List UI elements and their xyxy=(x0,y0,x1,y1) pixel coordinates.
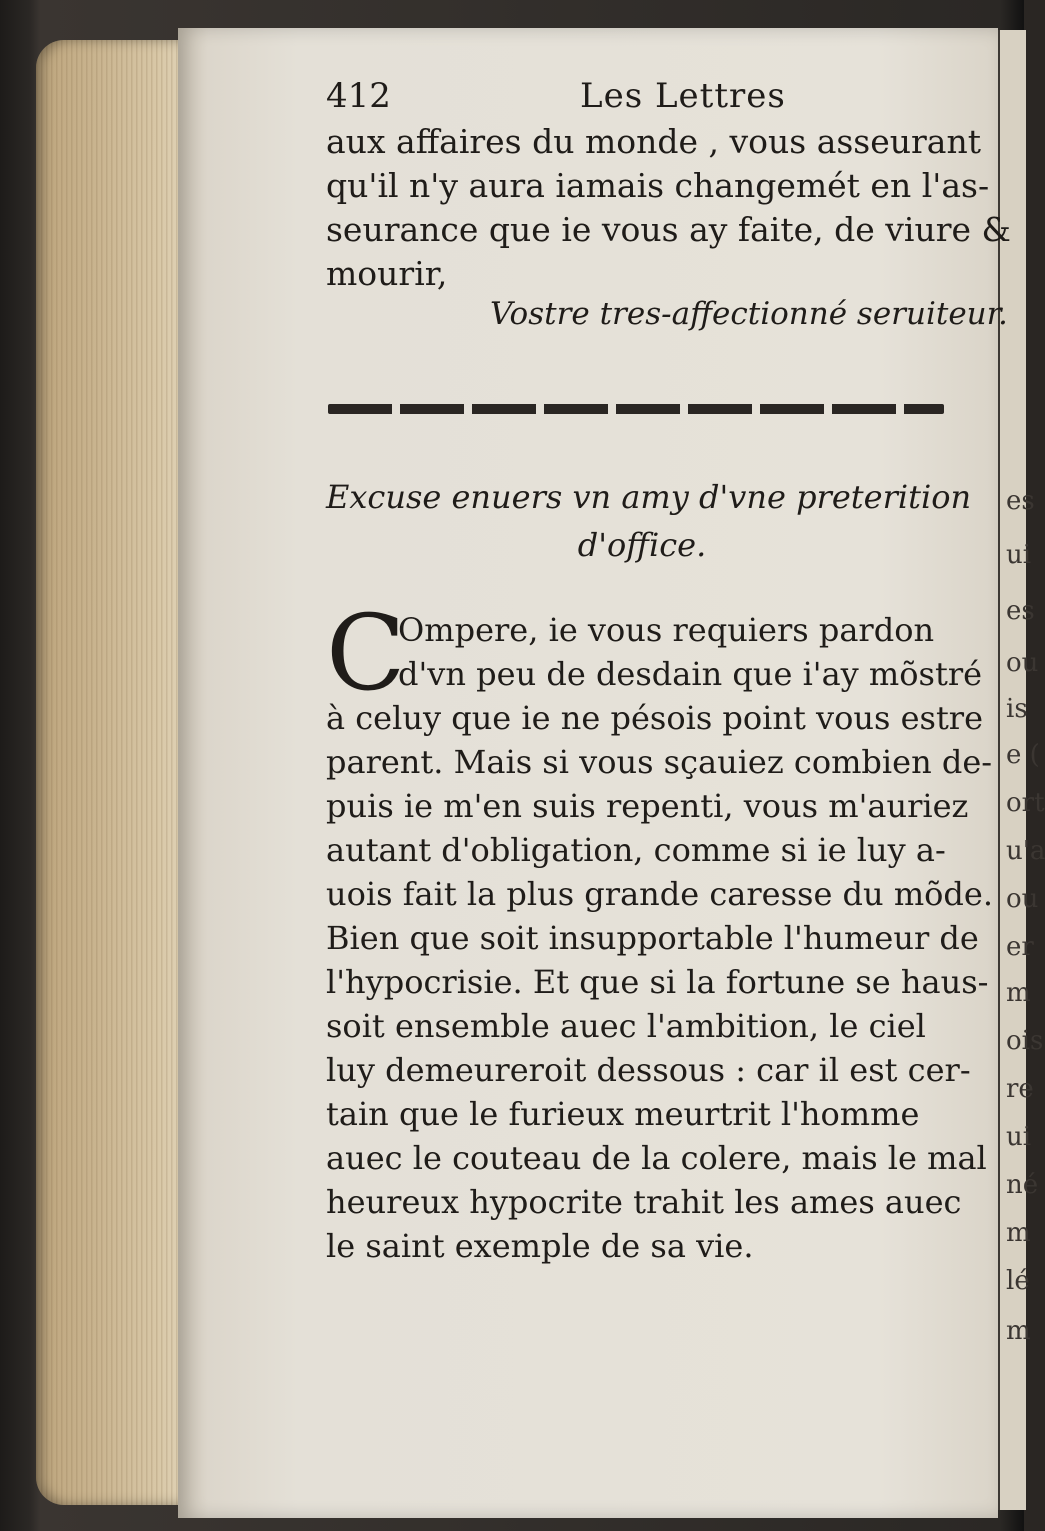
body-line: à celuy que ie ne pésois point vous estre xyxy=(326,699,984,737)
facing-fragment: ou xyxy=(1006,648,1039,678)
body-line: soit ensemble auec l'ambition, le ciel xyxy=(326,1007,926,1045)
book-fore-edge xyxy=(36,40,186,1505)
previous-letter-line: qu'il n'y aura iamais changemét en l'as- xyxy=(326,166,990,205)
facing-fragment: e ( xyxy=(1006,740,1040,770)
ornamental-rule xyxy=(328,404,944,414)
facing-fragment: ui xyxy=(1006,1122,1032,1152)
facing-fragment: re xyxy=(1006,1074,1034,1104)
body-line: uois fait la plus grande caresse du mõde. xyxy=(326,875,994,913)
letter-signature: Vostre tres-affectionné seruiteur. xyxy=(490,296,1008,332)
body-line: d'vn peu de desdain que i'ay mõstré xyxy=(398,655,983,693)
drop-cap: C xyxy=(326,592,406,714)
body-line: heureux hypocrite trahit les ames auec xyxy=(326,1183,962,1221)
previous-letter-line: seurance que ie vous ay faite, de viure & xyxy=(326,210,1011,249)
facing-fragment: ort xyxy=(1006,788,1045,818)
running-title: Les Lettres xyxy=(580,76,786,116)
facing-fragment: m xyxy=(1006,1316,1031,1346)
body-line: autant d'obligation, comme si ie luy a- xyxy=(326,831,946,869)
body-line: auec le couteau de la colere, mais le mal xyxy=(326,1139,987,1177)
facing-fragment: u'a xyxy=(1006,836,1045,866)
facing-fragment: m xyxy=(1006,1218,1031,1248)
previous-letter-line: aux affaires du monde , vous asseurant xyxy=(326,122,981,161)
body-line: l'hypocrisie. Et que si la fortune se haus- xyxy=(326,963,989,1001)
facing-fragment: lé xyxy=(1006,1266,1030,1296)
facing-fragment: né xyxy=(1006,1170,1039,1200)
body-line: le saint exemple de sa vie. xyxy=(326,1227,754,1265)
facing-fragment: ou xyxy=(1006,884,1039,914)
facing-fragment: es xyxy=(1006,596,1035,626)
body-line: tain que le furieux meurtrit l'homme xyxy=(326,1095,920,1133)
facing-fragment: ois xyxy=(1006,1026,1044,1056)
letter-title-line-1: Excuse enuers vn amy d'vne preterition xyxy=(326,478,972,516)
body-line: Bien que soit insupportable l'humeur de xyxy=(326,919,979,957)
previous-letter-line: mourir, xyxy=(326,254,448,293)
page-header xyxy=(326,76,958,122)
body-line: luy demeureroit dessous : car il est cer- xyxy=(326,1051,971,1089)
body-line: Ompere, ie vous requiers pardon xyxy=(398,611,935,649)
facing-fragment: es xyxy=(1006,486,1035,516)
body-line: puis ie m'en suis repenti, vous m'auriez xyxy=(326,787,969,825)
facing-fragment: er xyxy=(1006,932,1034,962)
letter-title-line-2: d'office. xyxy=(577,526,707,564)
facing-fragment: is xyxy=(1006,694,1028,724)
page-number: 412 xyxy=(326,76,391,116)
facing-fragment: m xyxy=(1006,978,1031,1008)
facing-fragment: ui xyxy=(1006,540,1032,570)
body-line: parent. Mais si vous sçauiez combien de- xyxy=(326,743,993,781)
